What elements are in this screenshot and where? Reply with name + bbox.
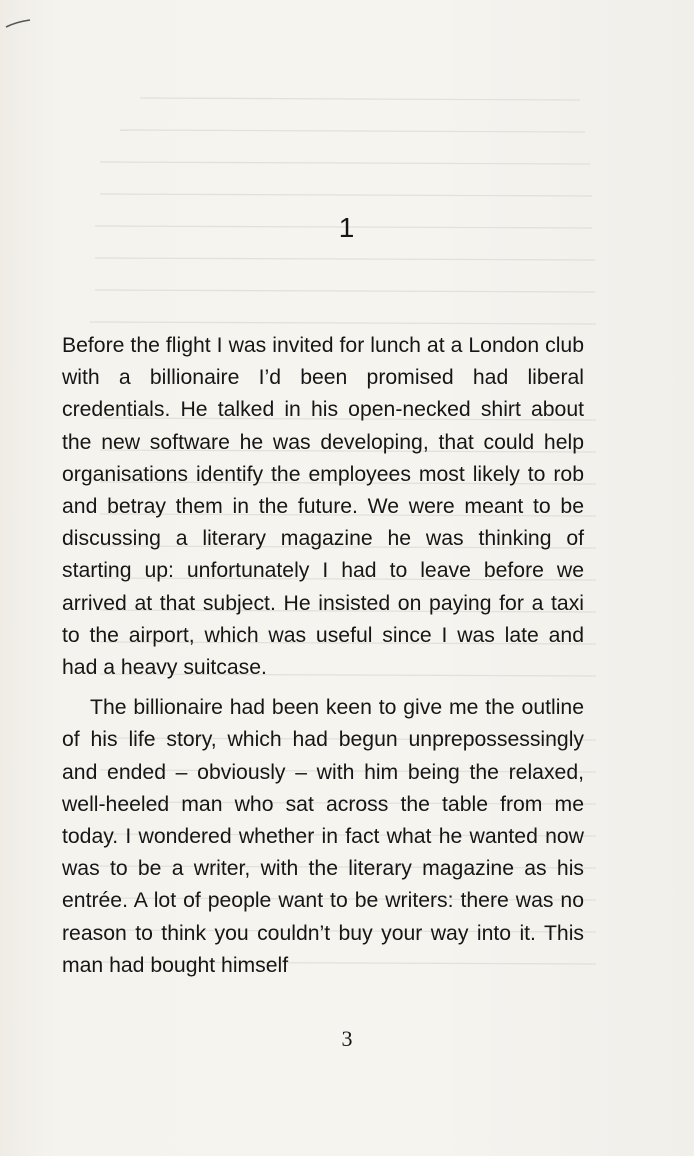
body-text (62, 330, 584, 982)
paragraph-1: Before the flight I was invited for lunch at a London club with a billionaire I’d been promised had liberal credentials. He talked in his open-necked shirt about the new software he was developing, that could help organisations identify the employees most likely to rob and betray them in the future. We were meant to be discussing a literary magazine he was thinking of starting up: unfortunately I had to leave before we arrived at that subject. He insisted on paying for a taxi to the airport, which was useful since I was late and had a heavy suitcase. (62, 334, 584, 680)
chapter-number: 1 (338, 212, 356, 243)
paragraph-2: The billionaire had been keen to give me the outline of his life story, which had begun unprepossessingly and ended – obviously – with him being the relaxed, well-heeled man who sat across the table from me today. I wondered whether in fact what he wanted now was to be a writer, with the literary magazine as his entrée. A lot of people want to be writers: there was no reason to think you couldn’t buy your way into it. This man had bought himself (62, 696, 584, 977)
page-number: 3 (341, 1026, 353, 1051)
corner-pen-mark (4, 18, 34, 30)
